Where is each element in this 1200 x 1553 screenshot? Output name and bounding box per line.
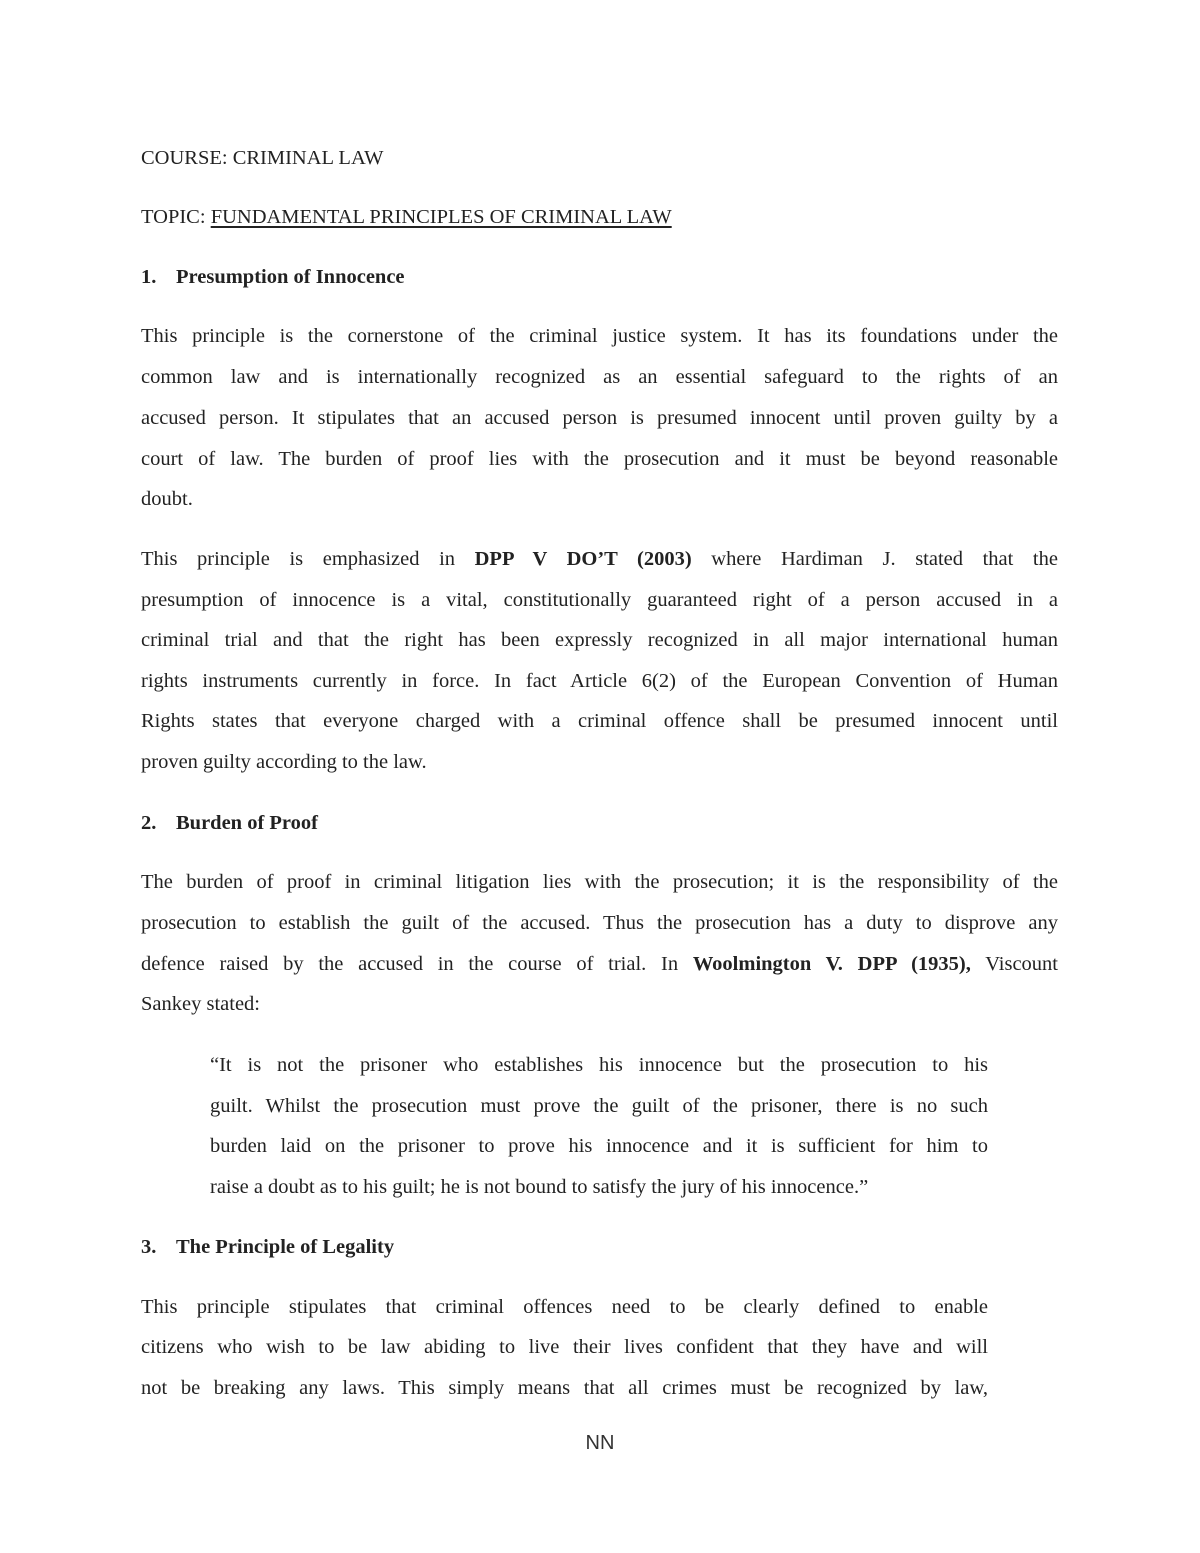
quote-line: burden laid on the prisoner to prove his innocence and it is sufficient for him to xyxy=(210,1135,988,1157)
quote-line: guilt. Whilst the prosecution must prove the guilt of the prisoner, there is no such xyxy=(210,1095,988,1117)
topic-value: FUNDAMENTAL PRINCIPLES OF CRIMINAL LAW xyxy=(210,206,672,228)
paragraph-line: prosecution to establish the guilt of the accused. Thus the prosecution has a duty to disprove any xyxy=(141,912,1058,934)
section-number: 2. xyxy=(141,812,157,834)
course-label: COURSE: xyxy=(141,147,228,169)
case-citation: Woolmington V. DPP (1935), xyxy=(692,953,971,975)
paragraph-line: presumption of innocence is a vital, constitutionally guaranteed right of a person accused in a xyxy=(141,589,1058,611)
paragraph-line: Rights states that everyone charged with a criminal offence shall be presumed innocent until xyxy=(141,710,1058,732)
paragraph-line: court of law. The burden of proof lies with the prosecution and it must be beyond reasonable xyxy=(141,448,1058,470)
text-run: Viscount xyxy=(970,953,1059,975)
section-number: 3. xyxy=(141,1236,157,1258)
text-run: defence raised by the accused in the course of trial. In xyxy=(141,953,693,975)
section-title: Presumption of Innocence xyxy=(176,266,405,288)
section-1-heading xyxy=(141,264,405,290)
paragraph-line: Sankey stated: xyxy=(141,993,260,1015)
paragraph-line: This principle stipulates that criminal offences need to be clearly defined to enable xyxy=(141,1296,988,1318)
quote-line: “It is not the prisoner who establishes his innocence but the prosecution to his xyxy=(210,1054,988,1076)
section-2-heading xyxy=(141,810,318,836)
paragraph-line: This principle is the cornerstone of the criminal justice system. It has its foundations under the xyxy=(141,325,1058,347)
section-number: 1. xyxy=(141,266,157,288)
quote-line: raise a doubt as to his guilt; he is not bound to satisfy the jury of his innocence.” xyxy=(210,1176,869,1198)
course-value: CRIMINAL LAW xyxy=(232,147,384,169)
paragraph-line: citizens who wish to be law abiding to live their lives confident that they have and will xyxy=(141,1336,988,1358)
paragraph-line: rights instruments currently in force. In fact Article 6(2) of the European Convention of Human xyxy=(141,670,1058,692)
paragraph-line: doubt. xyxy=(141,488,193,510)
course-line xyxy=(141,145,383,171)
text-run: This principle is emphasized in xyxy=(141,548,475,570)
section-title: Burden of Proof xyxy=(176,812,318,834)
text-run: where Hardiman J. stated that the xyxy=(691,548,1058,570)
section-3-heading xyxy=(141,1234,394,1260)
paragraph-line: proven guilty according to the law. xyxy=(141,751,427,773)
paragraph-line xyxy=(141,951,1058,977)
topic-line xyxy=(141,204,672,230)
paragraph-line: common law and is internationally recognized as an essential safeguard to the rights of an xyxy=(141,366,1058,388)
paragraph-line xyxy=(141,546,1058,572)
section-title: The Principle of Legality xyxy=(176,1236,395,1258)
case-citation: DPP V DO’T (2003) xyxy=(474,548,692,570)
page-footer: NN xyxy=(585,1432,615,1454)
paragraph-line: not be breaking any laws. This simply means that all crimes must be recognized by law, xyxy=(141,1377,988,1399)
paragraph-line: accused person. It stipulates that an accused person is presumed innocent until proven guilty by a xyxy=(141,407,1058,429)
topic-label: TOPIC: xyxy=(141,206,206,228)
paragraph-line: The burden of proof in criminal litigation lies with the prosecution; it is the responsibility of the xyxy=(141,871,1058,893)
paragraph-line: criminal trial and that the right has been expressly recognized in all major international human xyxy=(141,629,1058,651)
